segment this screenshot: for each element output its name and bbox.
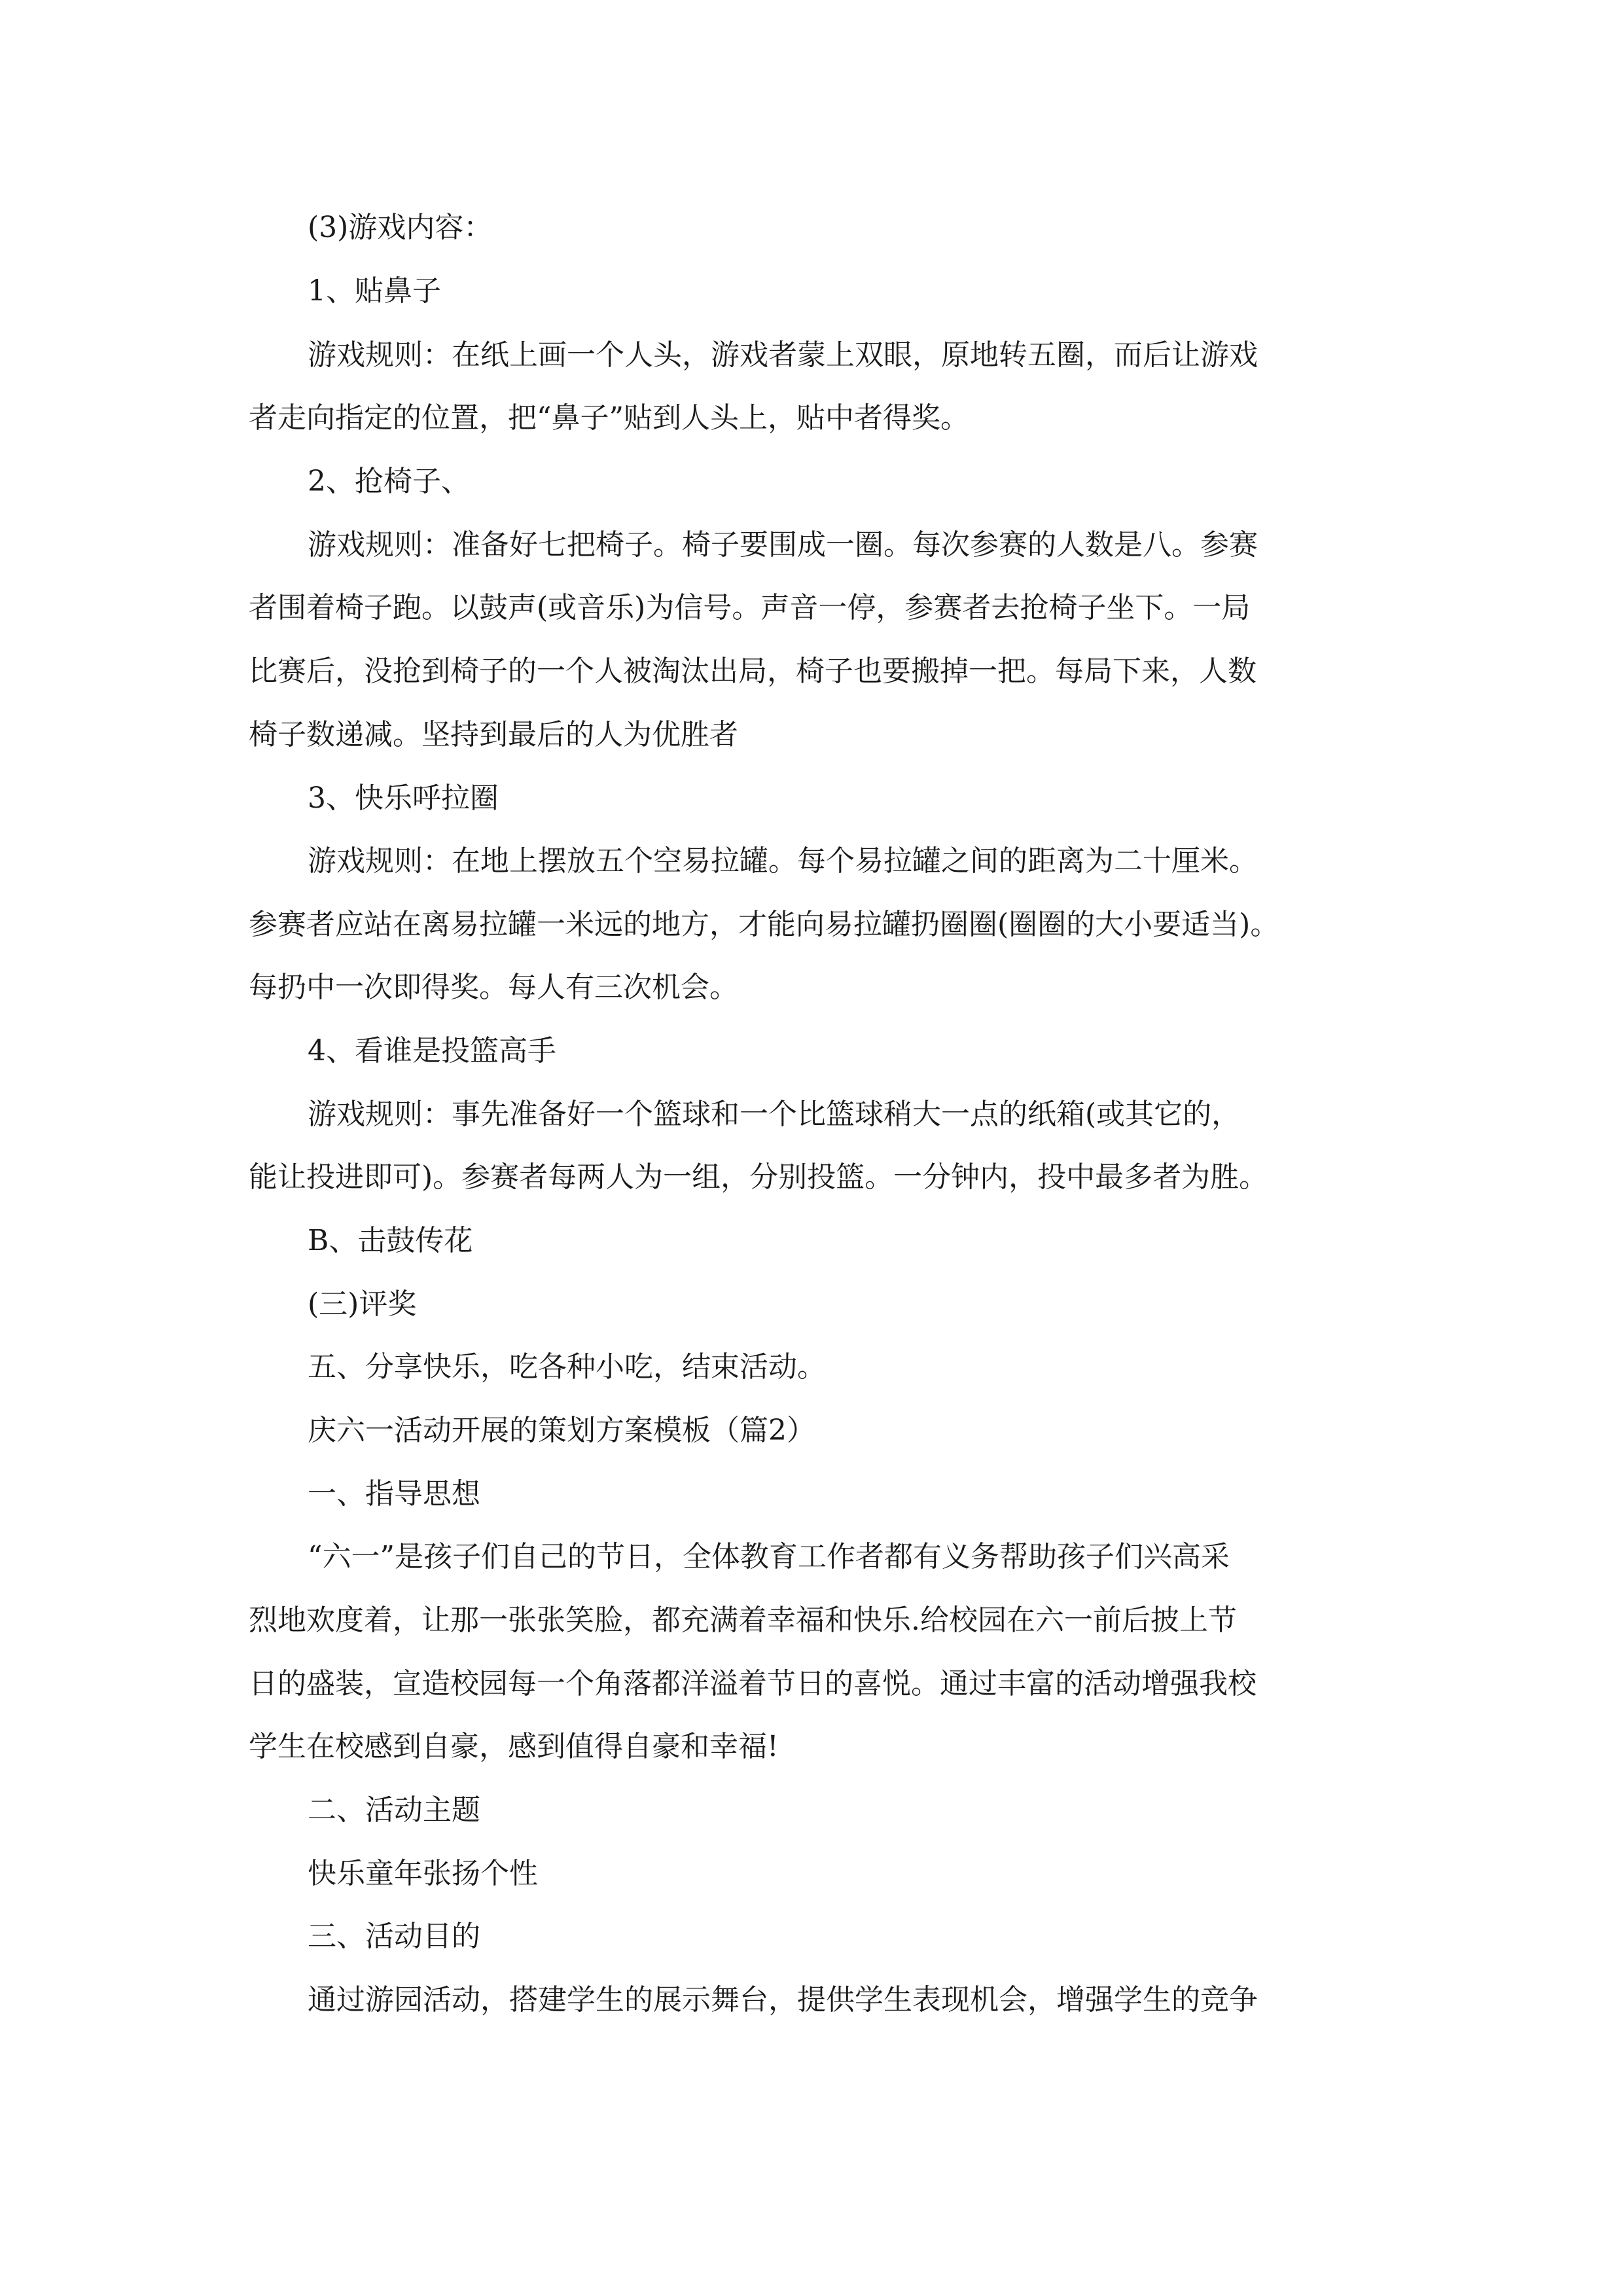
text-line: 二、活动主题 (308, 1793, 480, 1827)
text-line: 烈地欢度着，让那一张张笑脸，都充满着幸福和快乐.给校园在六一前后披上节 (249, 1604, 1237, 1637)
text-line: “六一”是孩子们自己的节日，全体教育工作者都有义务帮助孩子们兴高采 (308, 1540, 1230, 1573)
text-line: 日的盛装，宣造校园每一个角落都洋溢着节日的喜悦。通过丰富的活动增强我校 (249, 1667, 1257, 1700)
text-line: 游戏规则：事先准备好一个篮球和一个比篮球稍大一点的纸箱(或其它的， (308, 1098, 1241, 1131)
text-line: 游戏规则：准备好七把椅子。椅子要围成一圈。每次参赛的人数是八。参赛 (308, 528, 1258, 562)
text-line: (3)游戏内容： (308, 211, 493, 244)
text-line: 椅子数递减。坚持到最后的人为优胜者 (249, 718, 738, 751)
text-line: 比赛后，没抢到椅子的一个人被淘汰出局，椅子也要搬掉一把。每局下来，人数 (249, 655, 1257, 688)
section-heading: 庆六一活动开展的策划方案模板（篇2） (308, 1414, 815, 1447)
text-line: 参赛者应站在离易拉罐一米远的地方，才能向易拉罐扔圈圈(圈圈的大小要适当)。 (249, 908, 1279, 941)
text-line: 游戏规则：在纸上画一个人头，游戏者蒙上双眼，原地转五圈，而后让游戏 (308, 338, 1258, 372)
text-line: 通过游园活动，搭建学生的展示舞台，提供学生表现机会，增强学生的竞争 (308, 1983, 1258, 2017)
text-line: 1、贴鼻子 (308, 274, 441, 308)
text-line: 2、抢椅子、 (308, 465, 470, 498)
text-line: 学生在校感到自豪，感到值得自豪和幸福! (249, 1730, 779, 1763)
text-line: 五、分享快乐，吃各种小吃，结束活动。 (308, 1350, 826, 1384)
text-line: 快乐童年张扬个性 (308, 1857, 538, 1890)
text-line: B、击鼓传花 (308, 1224, 473, 1257)
text-line: 3、快乐呼拉圈 (308, 781, 499, 815)
text-line: 4、看谁是投篮高手 (308, 1034, 556, 1067)
text-line: 一、指导思想 (308, 1477, 480, 1511)
text-line: 每扔中一次即得奖。每人有三次机会。 (249, 971, 738, 1004)
text-line: 者围着椅子跑。以鼓声(或音乐)为信号。声音一停，参赛者去抢椅子坐下。一局 (249, 591, 1251, 624)
text-line: 者走向指定的位置，把“鼻子”贴到人头上，贴中者得奖。 (249, 401, 969, 435)
text-line: 游戏规则：在地上摆放五个空易拉罐。每个易拉罐之间的距离为二十厘米。 (308, 844, 1258, 878)
text-line: 能让投进即可)。参赛者每两人为一组，分别投篮。一分钟内，投中最多者为胜。 (249, 1160, 1268, 1194)
text-line: (三)评奖 (308, 1287, 417, 1321)
text-line: 三、活动目的 (308, 1920, 480, 1953)
